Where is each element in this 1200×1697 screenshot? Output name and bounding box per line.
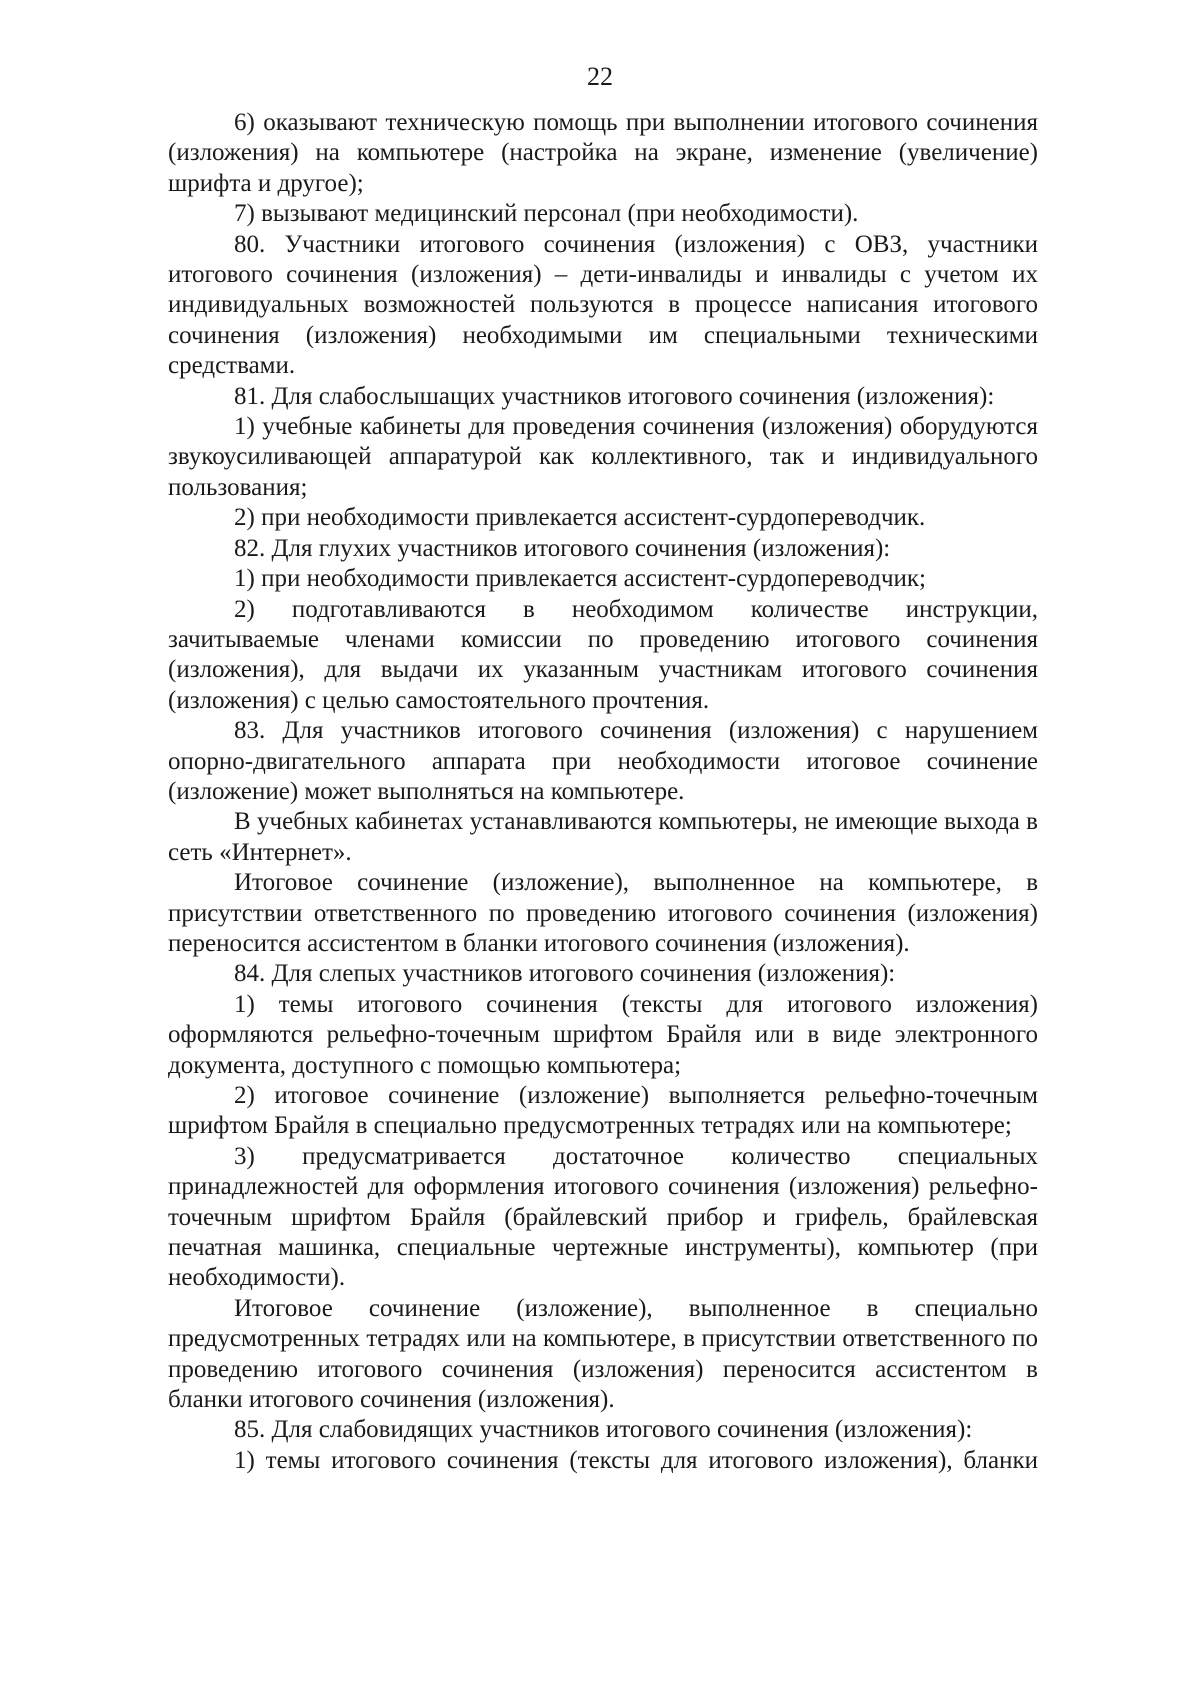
paragraph: Итоговое сочинение (изложение), выполненное на компьютере, в присутствии ответственного по проведению итогового сочинения (изложения) переносится ассистентом в бланки итогового сочинения (изложения). (168, 869, 1038, 957)
paragraph: 2) подготавливаются в необходимом количестве инструкции, зачитываемые членами комиссии по проведению итогового сочинения (изложения), для выдачи их указанным участникам итогового сочинения (изложения) с целью самостоятельного прочтения. (168, 595, 1038, 714)
paragraph: 1) учебные кабинеты для проведения сочинения (изложения) оборудуются звукоусиливающей аппаратурой как коллективного, так и индивидуального пользования; (168, 413, 1038, 501)
paragraph: 3) предусматривается достаточное количество специальных принадлежностей для оформления итогового сочинения (изложения) рельефно-точечным шрифтом Брайля (брайлевский прибор и грифель, брайлевская печатная машинка, специальные чертежные инструменты), компьютер (при необходимости). (168, 1142, 1038, 1292)
paragraph: 6) оказывают техническую помощь при выполнении итогового сочинения (изложения) на компьютере (настройка на экране, изменение (увеличение) шрифта и другое); (168, 109, 1038, 197)
paragraph: 80. Участники итогового сочинения (изложения) с ОВЗ, участники итогового сочинения (изложения) – дети-инвалиды и инвалиды с учетом их индивидуальных возможностей пользуются в процессе написания итогового сочинения (изложения) необходимыми им специальными техническими средствами. (168, 230, 1038, 380)
paragraph: В учебных кабинетах устанавливаются компьютеры, не имеющие выхода в сеть «Интернет». (168, 808, 1038, 866)
paragraph: 83. Для участников итогового сочинения (изложения) с нарушением опорно-двигательного аппарата при необходимости итоговое сочинение (изложение) может выполняться на компьютере. (168, 717, 1038, 805)
paragraph: 84. Для слепых участников итогового сочинения (изложения): (234, 960, 896, 988)
paragraph: 2) итоговое сочинение (изложение) выполняется рельефно-точечным шрифтом Брайля в специально предусмотренных тетрадях или на компьютере; (168, 1082, 1038, 1140)
document-body (168, 108, 1038, 1476)
paragraph: 1) темы итогового сочинения (тексты для итогового изложения) оформляются рельефно-точечным шрифтом Брайля или в виде электронного документа, доступного с помощью компьютера; (168, 990, 1038, 1079)
page-number: 22 (587, 62, 613, 91)
paragraph: 81. Для слабослышащих участников итогового сочинения (изложения): (234, 382, 995, 410)
paragraph: 7) вызывают медицинский персонал (при необходимости). (234, 200, 859, 228)
paragraph: 1) темы итогового сочинения (тексты для итогового изложения), бланки (234, 1446, 1038, 1474)
paragraph: 1) при необходимости привлекается ассистент-сурдопереводчик; (234, 565, 927, 593)
paragraph: 85. Для слабовидящих участников итогового сочинения (изложения): (234, 1416, 973, 1444)
paragraph: 82. Для глухих участников итогового сочинения (изложения): (234, 534, 891, 562)
paragraph: Итоговое сочинение (изложение), выполненное в специально предусмотренных тетрадях или на компьютере, в присутствии ответственного по проведению итогового сочинения (изложения) переносится ассистентом в бланки итогового сочинения (изложения). (168, 1294, 1038, 1414)
paragraph: 2) при необходимости привлекается ассистент-сурдопереводчик. (234, 504, 926, 532)
